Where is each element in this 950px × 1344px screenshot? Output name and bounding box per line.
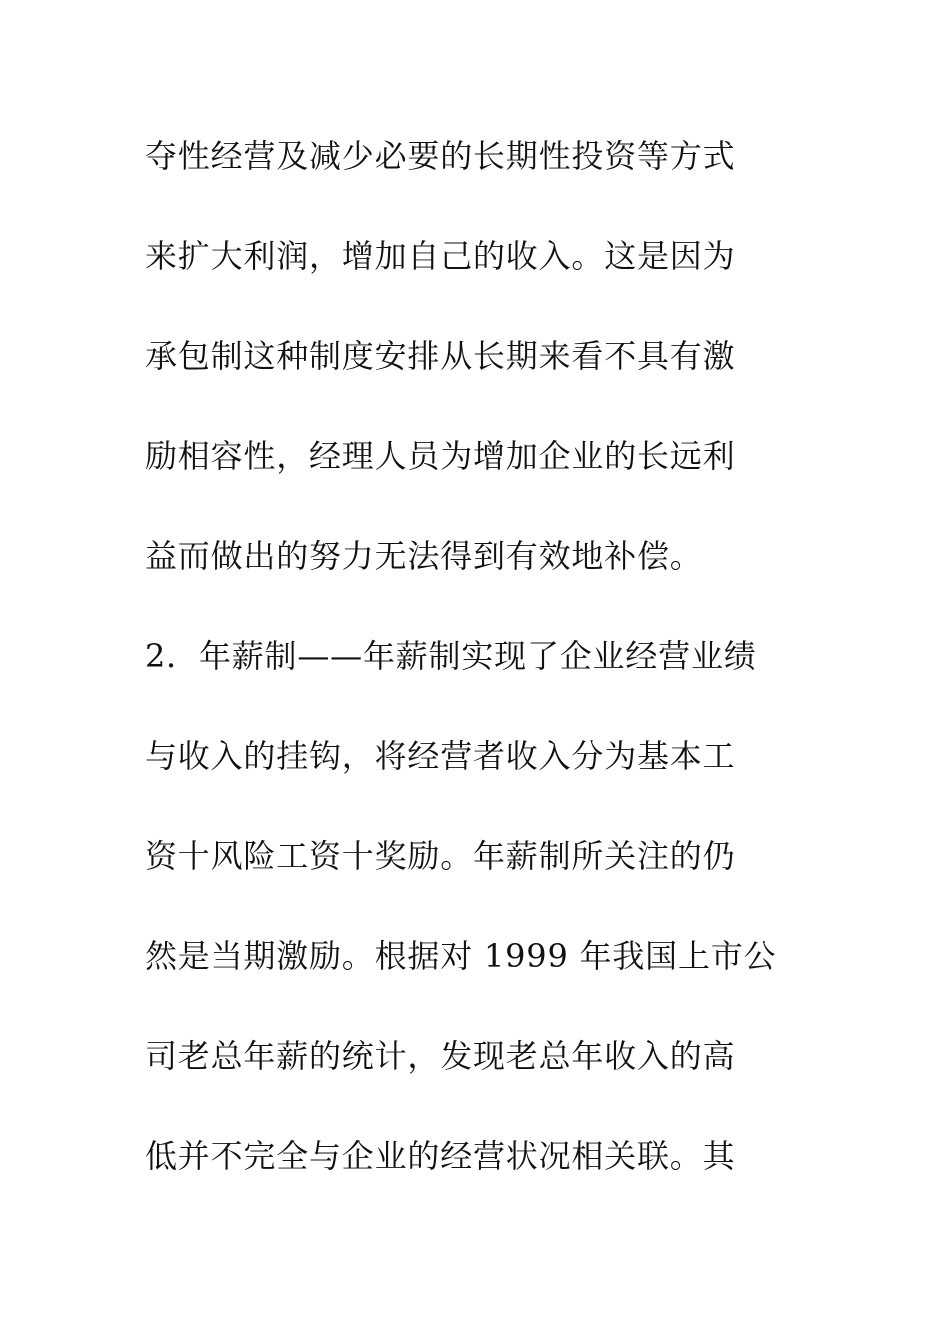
text-line: 夺性经营及减少必要的长期性投资等方式: [145, 137, 736, 175]
body-text: [145, 125, 835, 1225]
text-line: 资十风险工资十奖励。年薪制所关注的仍: [145, 837, 736, 875]
text-line: 2．年薪制——年薪制实现了企业经营业绩: [145, 637, 757, 675]
text-line: 励相容性，经理人员为增加企业的长远利: [145, 437, 736, 475]
text-line: 与收入的挂钩，将经营者收入分为基本工: [145, 737, 736, 775]
text-line: 然是当期激励。根据对 1999 年我国上市公: [145, 937, 777, 975]
text-line: 承包制这种制度安排从长期来看不具有激: [145, 337, 736, 375]
text-line: 益而做出的努力无法得到有效地补偿。: [145, 537, 703, 575]
text-line: 低并不完全与企业的经营状况相关联。其: [145, 1137, 736, 1175]
text-line: 司老总年薪的统计，发现老总年收入的高: [145, 1037, 736, 1075]
text-line: 来扩大利润，增加自己的收入。这是因为: [145, 237, 736, 275]
